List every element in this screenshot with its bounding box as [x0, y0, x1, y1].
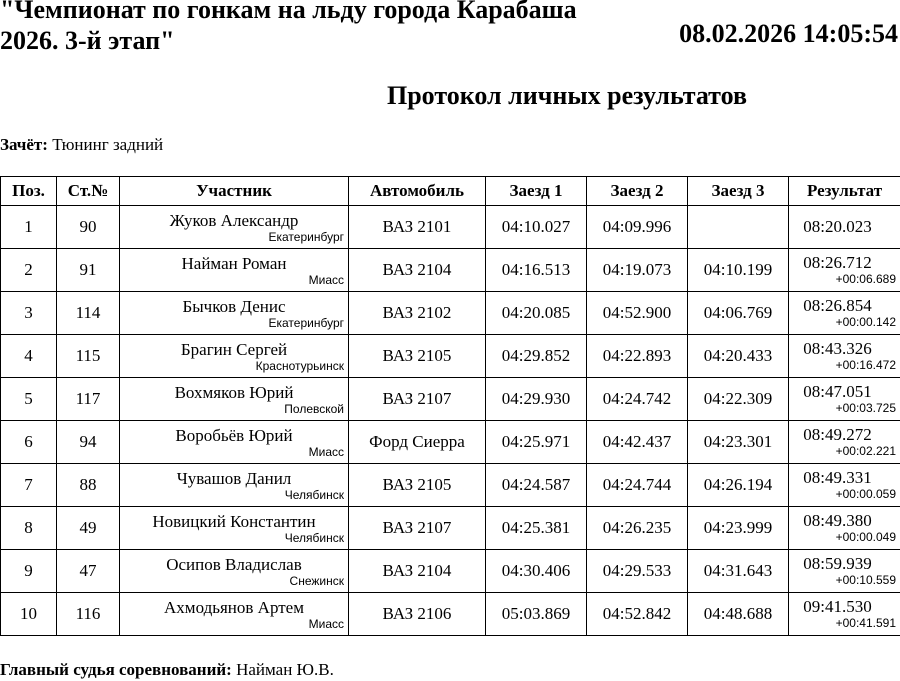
participant-city: Снежинск	[120, 574, 348, 589]
participant-cell	[120, 593, 349, 636]
column-header-result: Результат	[789, 177, 900, 206]
participant-name: Ахмодьянов Артем	[120, 597, 348, 617]
result-time: 08:59.939	[789, 555, 900, 573]
heat-3-cell: 04:23.301	[688, 421, 789, 464]
participant-city: Миасс	[120, 445, 348, 460]
table-row	[1, 206, 900, 249]
participant-city: Челябинск	[120, 531, 348, 546]
heat-3-cell: 04:23.999	[688, 507, 789, 550]
car-cell: ВАЗ 2106	[349, 593, 486, 636]
heat-3-cell: 04:20.433	[688, 335, 789, 378]
table-row	[1, 378, 900, 421]
position-cell: 3	[1, 292, 57, 335]
car-cell: ВАЗ 2101	[349, 206, 486, 249]
participant-cell	[120, 464, 349, 507]
participant-city: Екатеринбург	[120, 316, 348, 331]
heat-1-cell: 04:25.971	[486, 421, 587, 464]
start-number-cell: 114	[57, 292, 120, 335]
result-cell	[789, 421, 900, 464]
start-number-cell: 47	[57, 550, 120, 593]
table-row	[1, 593, 900, 636]
position-cell: 4	[1, 335, 57, 378]
column-header-heat-3: Заезд 3	[688, 177, 789, 206]
participant-name: Чувашов Данил	[120, 468, 348, 488]
position-cell: 10	[1, 593, 57, 636]
car-cell: ВАЗ 2104	[349, 550, 486, 593]
result-gap: +00:06.689	[789, 272, 900, 287]
participant-name: Воробьёв Юрий	[120, 425, 348, 445]
result-gap: +00:00.059	[789, 487, 900, 502]
heat-1-cell: 04:24.587	[486, 464, 587, 507]
participant-name: Вохмяков Юрий	[120, 382, 348, 402]
participant-city: Краснотурьинск	[120, 359, 348, 374]
column-header-start-number: Ст.№	[57, 177, 120, 206]
heat-3-cell: 04:10.199	[688, 249, 789, 292]
start-number-cell: 94	[57, 421, 120, 464]
heat-2-cell: 04:52.900	[587, 292, 688, 335]
result-time: 08:47.051	[789, 383, 900, 401]
column-header-heat-1: Заезд 1	[486, 177, 587, 206]
heat-1-cell: 04:25.381	[486, 507, 587, 550]
result-cell	[789, 464, 900, 507]
position-cell: 9	[1, 550, 57, 593]
position-cell: 7	[1, 464, 57, 507]
table-row	[1, 421, 900, 464]
heat-1-cell: 04:29.930	[486, 378, 587, 421]
car-cell: ВАЗ 2102	[349, 292, 486, 335]
participant-cell	[120, 421, 349, 464]
chief-judge-name: Найман Ю.В.	[236, 660, 334, 679]
position-cell: 2	[1, 249, 57, 292]
start-number-cell: 115	[57, 335, 120, 378]
table-row	[1, 292, 900, 335]
heat-2-cell: 04:22.893	[587, 335, 688, 378]
participant-name: Найман Роман	[120, 253, 348, 273]
participant-city: Екатеринбург	[120, 230, 348, 245]
heat-1-cell: 04:16.513	[486, 249, 587, 292]
participant-cell	[120, 249, 349, 292]
protocol-subtitle: Протокол личных результатов	[0, 80, 900, 111]
start-number-cell: 88	[57, 464, 120, 507]
column-header-position: Поз.	[1, 177, 57, 206]
position-cell: 5	[1, 378, 57, 421]
participant-city: Миасс	[120, 273, 348, 288]
result-cell	[789, 550, 900, 593]
heat-3-cell: 04:22.309	[688, 378, 789, 421]
result-time: 08:49.331	[789, 469, 900, 487]
table-row	[1, 507, 900, 550]
chief-judge-label: Главный судья соревнований:	[0, 660, 232, 679]
result-cell	[789, 378, 900, 421]
start-number-cell: 49	[57, 507, 120, 550]
category-value: Тюнинг задний	[52, 135, 163, 154]
table-header-row	[1, 177, 900, 206]
participant-name: Брагин Сергей	[120, 339, 348, 359]
heat-3-cell: 04:26.194	[688, 464, 789, 507]
position-cell: 6	[1, 421, 57, 464]
heat-2-cell: 04:26.235	[587, 507, 688, 550]
car-cell: ВАЗ 2105	[349, 464, 486, 507]
result-gap: +00:41.591	[789, 616, 900, 631]
result-gap: +00:02.221	[789, 444, 900, 459]
participant-name: Бычков Денис	[120, 296, 348, 316]
start-number-cell: 116	[57, 593, 120, 636]
category-line	[0, 134, 163, 156]
car-cell: Форд Сиерра	[349, 421, 486, 464]
result-time: 08:20.023	[789, 218, 900, 236]
car-cell: ВАЗ 2104	[349, 249, 486, 292]
heat-2-cell: 04:29.533	[587, 550, 688, 593]
heat-3-cell: 04:31.643	[688, 550, 789, 593]
result-gap: +00:00.049	[789, 530, 900, 545]
heat-1-cell: 04:29.852	[486, 335, 587, 378]
table-row	[1, 464, 900, 507]
car-cell: ВАЗ 2107	[349, 507, 486, 550]
participant-city: Челябинск	[120, 488, 348, 503]
result-cell	[789, 206, 900, 249]
result-cell	[789, 249, 900, 292]
car-cell: ВАЗ 2107	[349, 378, 486, 421]
result-gap: +00:03.725	[789, 401, 900, 416]
start-number-cell: 90	[57, 206, 120, 249]
heat-1-cell: 04:30.406	[486, 550, 587, 593]
table-row	[1, 550, 900, 593]
heat-2-cell: 04:19.073	[587, 249, 688, 292]
event-title: "Чемпионат по гонкам на льду города Карабаша 2026. 3-й этап"	[0, 0, 630, 56]
start-number-cell: 117	[57, 378, 120, 421]
heat-3-cell	[688, 206, 789, 249]
heat-2-cell: 04:24.744	[587, 464, 688, 507]
participant-cell	[120, 335, 349, 378]
participant-city: Миасс	[120, 617, 348, 632]
heat-1-cell: 05:03.869	[486, 593, 587, 636]
participant-city: Полевской	[120, 402, 348, 417]
result-cell	[789, 507, 900, 550]
heat-2-cell: 04:52.842	[587, 593, 688, 636]
result-time: 08:49.272	[789, 426, 900, 444]
participant-name: Жуков Александр	[120, 210, 348, 230]
result-gap: +00:10.559	[789, 573, 900, 588]
heat-1-cell: 04:20.085	[486, 292, 587, 335]
result-time: 09:41.530	[789, 598, 900, 616]
result-gap: +00:16.472	[789, 358, 900, 373]
participant-cell	[120, 507, 349, 550]
result-time: 08:43.326	[789, 340, 900, 358]
table-row	[1, 249, 900, 292]
column-header-car: Автомобиль	[349, 177, 486, 206]
participant-cell	[120, 550, 349, 593]
heat-1-cell: 04:10.027	[486, 206, 587, 249]
car-cell: ВАЗ 2105	[349, 335, 486, 378]
heat-3-cell: 04:06.769	[688, 292, 789, 335]
protocol-datetime: 08.02.2026 14:05:54	[679, 18, 898, 49]
heat-2-cell: 04:42.437	[587, 421, 688, 464]
participant-cell	[120, 378, 349, 421]
result-gap: +00:00.142	[789, 315, 900, 330]
participant-name: Новицкий Константин	[120, 511, 348, 531]
heat-2-cell: 04:24.742	[587, 378, 688, 421]
participant-cell	[120, 206, 349, 249]
position-cell: 8	[1, 507, 57, 550]
chief-judge-line	[0, 659, 334, 681]
result-cell	[789, 335, 900, 378]
column-header-heat-2: Заезд 2	[587, 177, 688, 206]
table-row	[1, 335, 900, 378]
start-number-cell: 91	[57, 249, 120, 292]
result-time: 08:26.854	[789, 297, 900, 315]
result-cell	[789, 292, 900, 335]
column-header-participant: Участник	[120, 177, 349, 206]
heat-3-cell: 04:48.688	[688, 593, 789, 636]
result-time: 08:26.712	[789, 254, 900, 272]
result-time: 08:49.380	[789, 512, 900, 530]
results-table	[0, 176, 900, 636]
participant-cell	[120, 292, 349, 335]
heat-2-cell: 04:09.996	[587, 206, 688, 249]
participant-name: Осипов Владислав	[120, 554, 348, 574]
category-label: Зачёт:	[0, 135, 48, 154]
position-cell: 1	[1, 206, 57, 249]
result-cell	[789, 593, 900, 636]
